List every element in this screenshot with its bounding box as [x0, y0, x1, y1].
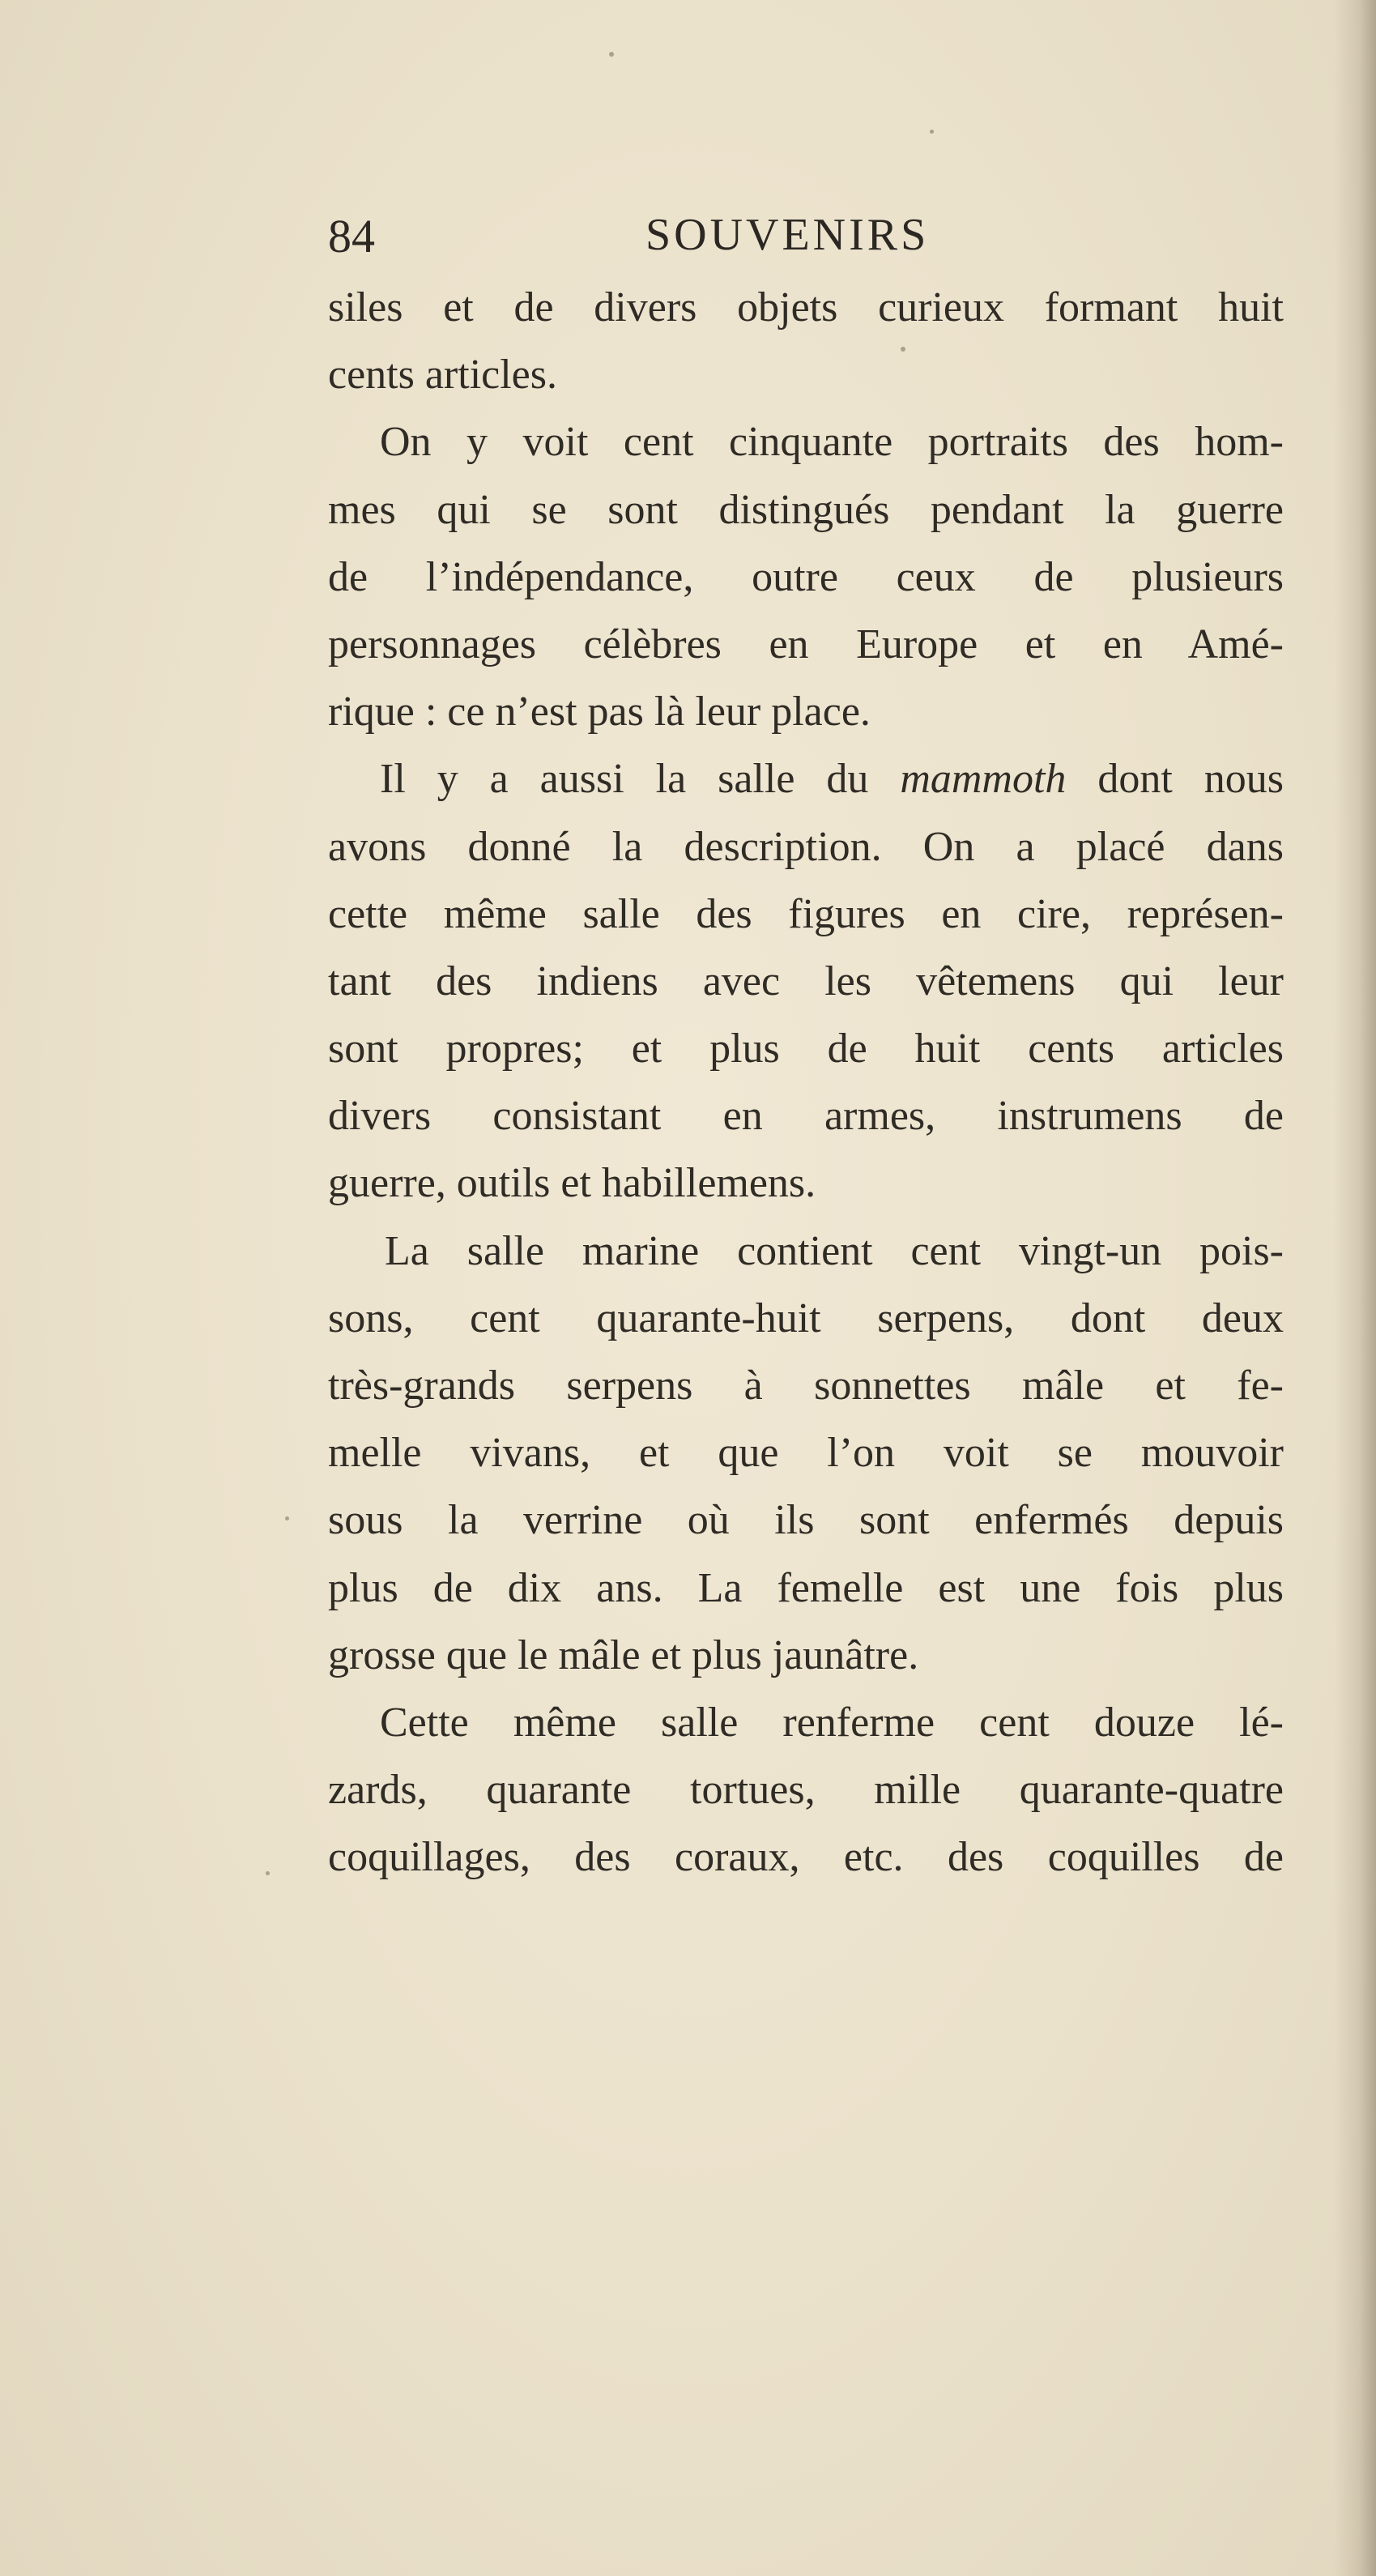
text-line: sons, cent quarante-huit serpens, dont deux	[328, 1294, 1284, 1341]
paragraph-first-line: La salle marine contient cent vingt-un pois-	[385, 1227, 1284, 1274]
text-line: cents articles.	[328, 352, 557, 399]
text-fragment: Il y a aussi la salle du	[380, 756, 901, 803]
text-line: guerre, outils et habillemens.	[328, 1160, 816, 1207]
text-line: grosse que le mâle et plus jaunâtre.	[328, 1631, 919, 1678]
paragraph-first-line: Cette même salle renferme cent douze lé-	[380, 1699, 1284, 1746]
text-line: divers consistant en armes, instrumens de	[328, 1093, 1284, 1140]
text-line: zards, quarante tortues, mille quarante-quatre	[328, 1767, 1284, 1814]
body-text	[328, 274, 1284, 1891]
text-line: sont propres; et plus de huit cents articles	[328, 1026, 1284, 1073]
text-line: coquillages, des coraux, etc. des coquilles de	[328, 1834, 1284, 1881]
text-line: tant des indiens avec les vêtemens qui leur	[328, 957, 1284, 1004]
paper-speck	[930, 130, 934, 134]
text-line: siles et de divers objets curieux formant huit	[328, 284, 1284, 331]
running-title: SOUVENIRS	[645, 210, 930, 260]
text-fragment: dont nous	[1066, 756, 1284, 803]
page-number: 84	[328, 210, 375, 262]
paper-speck	[609, 52, 614, 57]
text-line: plus de dix ans. La femelle est une fois plus	[328, 1564, 1284, 1611]
paper-speck	[285, 1516, 289, 1520]
text-line: avons donné la description. On a placé dans	[328, 823, 1284, 870]
paragraph-first-line	[328, 745, 1284, 812]
text-line: rique : ce n’est pas là leur place.	[328, 689, 871, 736]
paper-speck	[266, 1871, 270, 1875]
text-line: mes qui se sont distingués pendant la guerre	[328, 486, 1284, 533]
running-head	[328, 209, 1284, 274]
text-line: de l’indépendance, outre ceux de plusieurs	[328, 553, 1284, 600]
text-line: sous la verrine où ils sont enfermés depuis	[328, 1497, 1284, 1544]
text-line: cette même salle des figures en cire, représen-	[328, 890, 1284, 937]
italic-word: mammoth	[900, 756, 1067, 803]
text-line: personnages célèbres en Europe et en Amé-	[328, 621, 1284, 667]
page-edge-shadow	[1334, 0, 1376, 2576]
paragraph-first-line: On y voit cent cinquante portraits des hom-	[380, 419, 1284, 466]
text-line: très-grands serpens à sonnettes mâle et fe-	[328, 1363, 1284, 1409]
text-line: melle vivans, et que l’on voit se mouvoir	[328, 1430, 1284, 1477]
